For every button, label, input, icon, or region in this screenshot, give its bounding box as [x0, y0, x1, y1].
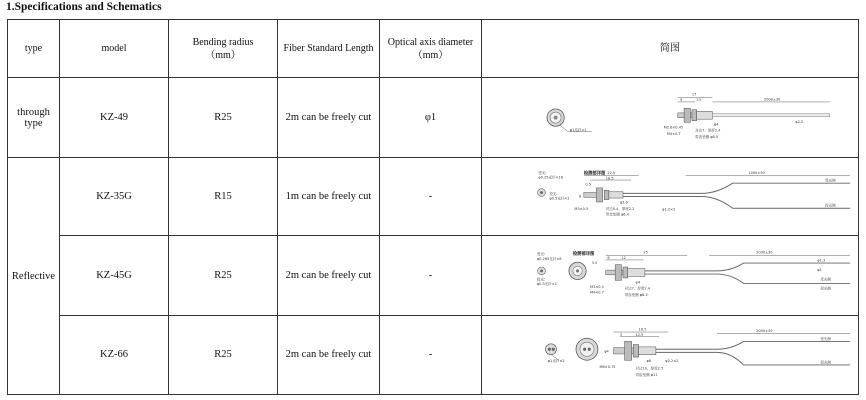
bend-cell: R25 [169, 235, 278, 315]
bend-cell: R25 [169, 78, 278, 158]
axis-cell: - [380, 158, 482, 235]
schematic-kz35g [482, 158, 859, 235]
emit-value: φ0.5光纤×1 [536, 281, 557, 286]
tx-label: 投光侧 [820, 286, 831, 291]
kz35g-drawing [482, 158, 858, 234]
note1-label: 对边7、厚度2.4 [695, 128, 721, 133]
dim-total: 2000±30 [756, 250, 773, 255]
header-model: model [60, 20, 169, 78]
dim-d3: 0.5 [585, 182, 591, 187]
side-view [664, 93, 830, 139]
table-row [8, 235, 859, 315]
note1-label: 对边5.4、厚度2.2 [605, 207, 635, 212]
header-row [8, 20, 859, 78]
type-cell: Reflective [8, 158, 60, 395]
rx-label: 受光侧 [825, 178, 836, 183]
model-cell: KZ-49 [60, 78, 169, 158]
length-cell: 2m can be freely cut [278, 315, 380, 394]
spec-table [7, 19, 859, 395]
model-cell: KZ-45G [60, 235, 169, 315]
cell-line: Optical axis diameter [387, 36, 474, 48]
nut-label: M4×0.7 [666, 131, 681, 136]
s-label: φ6 [646, 358, 652, 363]
ring-label: 受光: [538, 171, 547, 176]
front-label: φ1光纤×2 [547, 358, 565, 363]
schematic-kz66 [482, 315, 859, 394]
detail-label: 检测部详图 [583, 171, 606, 177]
axis-cell: φ1 [380, 78, 482, 158]
thread-label: M2.6×0.45 [663, 125, 684, 130]
note2-label: 带齿垫圈 φ11 [635, 372, 658, 377]
dim-d4: 8 [579, 194, 582, 199]
end-label: φ2.2×2 [665, 358, 679, 363]
dim-d4: 3.5 [591, 260, 598, 265]
table-row [8, 315, 859, 394]
dim-total: 1000±30 [748, 171, 765, 176]
kz66-drawing [482, 316, 858, 394]
front-view [547, 109, 592, 132]
s4-label: φ4 [713, 122, 719, 127]
kz49-drawing [482, 78, 858, 157]
length-cell: 2m can be freely cut [278, 235, 380, 315]
end-label: φ2.2 [795, 120, 804, 125]
length-cell: 1m can be freely cut [278, 158, 380, 235]
note2-label: 带齿垫圈 φ8.5 [624, 292, 648, 297]
type-cell [8, 78, 60, 158]
dim-d4: φ4 [604, 349, 609, 354]
dim-d1: 25 [643, 250, 648, 255]
front-label: φ1光纤×1 [569, 128, 587, 133]
cell-line: through [17, 106, 50, 118]
s-label: φ4 [635, 279, 641, 284]
model-cell: KZ-35G [60, 158, 169, 235]
end1-label: φ1.3 [817, 258, 826, 263]
bend-cell: R15 [169, 158, 278, 235]
axis-cell: - [380, 315, 482, 394]
cell-line: （mm） [205, 49, 241, 61]
dim-d1: 22.5 [607, 171, 616, 176]
model-cell: KZ-66 [60, 315, 169, 394]
dim-d1: 16.5 [638, 327, 647, 332]
kz45g-drawing [482, 236, 858, 315]
dim-total: 2000±30 [764, 97, 781, 102]
s-label: φ3.6 [619, 200, 628, 205]
dim-d3: 3 [619, 332, 623, 337]
tx-label: 投光侧 [825, 204, 836, 209]
thread-label: M3×0.5 [574, 207, 589, 212]
end2-label: φ1 [817, 267, 822, 272]
note2-label: 带齿垫圈 φ8.5 [695, 135, 719, 140]
header-optical-axis [380, 20, 482, 78]
page-title: 1.Specifications and Schematics [6, 1, 162, 13]
header-bending-radius [169, 20, 278, 78]
axis-cell: - [380, 235, 482, 315]
rx-label: 受光侧 [820, 336, 831, 341]
note1-label: 对边10、厚度2.5 [635, 366, 664, 371]
ring-label: 受光: [536, 251, 546, 256]
dim-d2: 12 [621, 255, 626, 260]
dim-d3: 6 [607, 255, 610, 260]
dim-top: 17 [691, 92, 697, 97]
note2-label: 带齿垫圈 φ6.4 [605, 212, 629, 217]
thread-label: M6×0.75 [599, 364, 616, 369]
emit-label: 投光: [536, 276, 546, 281]
table-row [8, 158, 859, 235]
dim-d1: 9 [680, 98, 683, 103]
dim-d2: 18.5 [605, 176, 614, 181]
header-diagram: 简图 [482, 20, 859, 78]
thread-label: M3×0.5 [590, 284, 604, 289]
length-cell: 2m can be freely cut [278, 78, 380, 158]
header-type: type [8, 20, 60, 78]
dim-d2: 12.5 [635, 332, 644, 337]
schematic-kz45g [482, 235, 859, 315]
ring-value: φ0.265光纤×8 [536, 256, 562, 261]
note1-label: 对边7、厚度2.4 [624, 286, 650, 291]
emit-label: 投光: [549, 192, 558, 197]
cell-line: Bending radius [192, 36, 254, 48]
nut-label: M4×0.7 [590, 290, 604, 295]
tx-label: 投光侧 [820, 360, 831, 365]
bend-cell: R25 [169, 315, 278, 394]
detail-label: 检测部详图 [572, 251, 595, 257]
cell-line: （mm） [412, 49, 449, 61]
rx-label: 受光侧 [820, 276, 831, 281]
header-fiber-length: Fiber Standard Length [278, 20, 380, 78]
dim-d2: 13 [696, 98, 702, 103]
schematic-kz49 [482, 78, 859, 158]
ring-value: φ0.25光纤×16 [538, 175, 564, 180]
dim-total: 2000±30 [756, 328, 773, 333]
emit-value: φ0.5光纤×1 [549, 196, 570, 201]
table-row [8, 78, 859, 158]
cell-line: type [24, 117, 43, 129]
end-label: φ1.2×2 [662, 207, 676, 212]
